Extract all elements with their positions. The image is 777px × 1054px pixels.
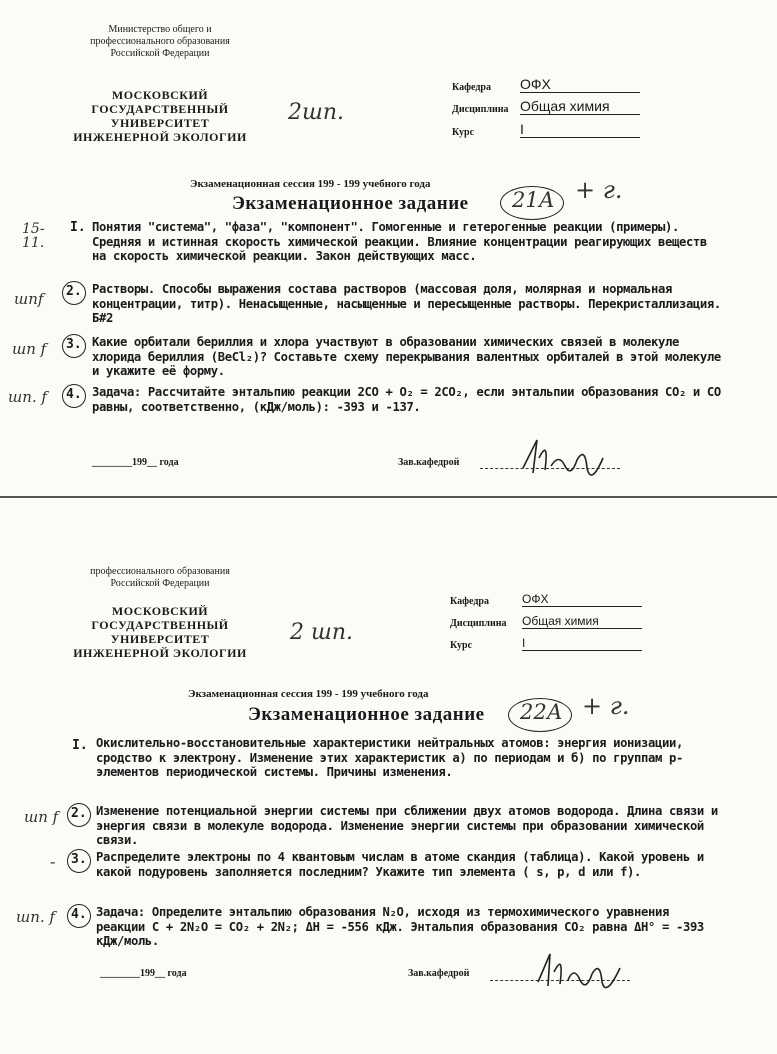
question-4-mark: шп. f bbox=[8, 388, 47, 406]
question-1-mark: 15- 11. bbox=[22, 221, 45, 251]
question-3-text: Распределите электроны по 4 квантовым числам в атоме скандия (таблица). Какой уровень и какой подуровень заполняется последним? Укажите тип элемента ( s, p, d или f). bbox=[96, 850, 704, 879]
question-4-text: Задача: Рассчитайте энтальпию реакции 2CO + O₂ = 2CO₂, если энтальпии образования CO₂ и CO равны, соответственно, (кДж/моль): -393 и -137. bbox=[92, 385, 721, 414]
question-2-mark: шп f bbox=[24, 808, 59, 826]
question-1-text: Понятия "система", "фаза", "компонент". Гомогенные и гетерогенные реакции (примеры). Средняя и истинная скорость химической реакции. Влияние концентрации реагирующих веществ на скорость химической реакции. Закон действующих масс. bbox=[92, 220, 707, 264]
question-3-text: Какие орбитали бериллия и хлора участвуют в образовании химических связей в молекуле хлорида бериллия (BeCl₂)? Составьте схему перекрывания валентных орбиталей в этой молекуле и укажите её форму. bbox=[92, 335, 721, 379]
course-label: Курс bbox=[452, 127, 475, 138]
inst-line: ИНЖЕНЕРНОЙ ЭКОЛОГИИ bbox=[73, 646, 247, 660]
org-line: Министерство общего и bbox=[108, 24, 212, 35]
kafedra-value: ОФХ bbox=[520, 76, 640, 93]
inst-line: УНИВЕРСИТЕТ bbox=[110, 116, 210, 130]
exam-title: Экзаменационное задание bbox=[248, 704, 485, 725]
inst-line: МОСКОВСКИЙ bbox=[111, 604, 209, 618]
org-line: профессионального образования bbox=[90, 566, 230, 577]
signature bbox=[530, 940, 630, 1000]
inst-line: ГОСУДАРСТВЕННЫЙ bbox=[91, 102, 229, 116]
discipline-label: Дисциплина bbox=[450, 618, 507, 629]
org-header bbox=[60, 24, 260, 60]
question-4-number: 4. bbox=[66, 387, 82, 402]
separator bbox=[0, 496, 777, 498]
date-line: ________199__ года bbox=[92, 457, 179, 468]
kafedra-label: Кафедра bbox=[450, 596, 489, 607]
question-4-number: 4. bbox=[71, 907, 87, 922]
ticket-2 bbox=[0, 560, 777, 1054]
question-2-number: 2. bbox=[66, 284, 82, 299]
ticket-grade-mark: + г. bbox=[582, 692, 630, 720]
head-of-department-label: Зав.кафедрой bbox=[398, 457, 460, 468]
question-1-number: I. bbox=[70, 220, 86, 235]
question-3-mark: шп f bbox=[12, 340, 47, 358]
inst-line: ГОСУДАРСТВЕННЫЙ bbox=[91, 618, 229, 632]
org-line: Российской Федерации bbox=[110, 48, 210, 59]
university-name bbox=[55, 88, 265, 144]
discipline-value: Общая химия bbox=[522, 614, 642, 629]
head-of-department-label: Зав.кафедрой bbox=[408, 968, 470, 979]
question-2-text: Растворы. Способы выражения состава растворов (массовая доля, молярная и нормальная концентрации, титр). Ненасыщенные, насыщенные и пересыщенные растворы. Перекристаллизация. Б#2 bbox=[92, 282, 721, 326]
inst-line: УНИВЕРСИТЕТ bbox=[110, 632, 210, 646]
handwritten-note: 2шп. bbox=[288, 100, 344, 125]
inst-line: МОСКОВСКИЙ bbox=[111, 88, 209, 102]
university-name bbox=[55, 604, 265, 660]
ticket-grade-mark: + г. bbox=[575, 176, 623, 204]
question-4-text: Задача: Определите энтальпию образования N₂O, исходя из термохимического уравнения реакции C + 2N₂O = CO₂ + 2N₂; ΔH = -556 кДж. Энтальпия образования CO₂ равна ΔH° = -393 кДж/моль. bbox=[96, 905, 704, 949]
question-2-number: 2. bbox=[71, 806, 87, 821]
question-3-number: 3. bbox=[71, 852, 87, 867]
org-header bbox=[60, 566, 260, 590]
course-value: I bbox=[520, 121, 640, 138]
signature bbox=[515, 428, 615, 488]
question-2-mark: шпf bbox=[14, 290, 44, 308]
discipline-label: Дисциплина bbox=[452, 104, 509, 115]
inst-line: ИНЖЕНЕРНОЙ ЭКОЛОГИИ bbox=[73, 130, 247, 144]
ticket-number-text: 22А bbox=[520, 700, 563, 724]
question-4-mark: шп. f bbox=[16, 908, 55, 926]
question-3-number: 3. bbox=[66, 337, 82, 352]
question-1-text: Окислительно-восстановительные характеристики нейтральных атомов: энергия ионизации, сродство к электрону. Изменение этих характеристик а) по периодам и б) по группам р-элементов периодической системы. Причины изменения. bbox=[96, 736, 683, 780]
discipline-value: Общая химия bbox=[520, 98, 640, 115]
question-3-mark: - bbox=[50, 852, 56, 871]
org-line: Российской Федерации bbox=[110, 578, 210, 589]
org-line: профессионального образования bbox=[90, 36, 230, 47]
kafedra-value: ОФХ bbox=[522, 592, 642, 607]
handwritten-note: 2 шп. bbox=[290, 620, 353, 645]
exam-session: Экзаменационная сессия 199 - 199 учебного года bbox=[190, 178, 431, 190]
ticket-number-text: 21А bbox=[512, 188, 555, 212]
course-label: Курс bbox=[450, 640, 473, 651]
exam-title: Экзаменационное задание bbox=[232, 193, 469, 214]
exam-session: Экзаменационная сессия 199 - 199 учебного года bbox=[188, 688, 429, 700]
question-1-number: I. bbox=[72, 738, 88, 753]
kafedra-label: Кафедра bbox=[452, 82, 491, 93]
date-line: ________199__ года bbox=[100, 968, 187, 979]
ticket-1 bbox=[0, 0, 777, 520]
course-value: I bbox=[522, 636, 642, 651]
question-2-text: Изменение потенциальной энергии системы при сближении двух атомов водорода. Длина связи и энергия связи в молекуле водорода. Изменение энергии системы при образовании химической связи. bbox=[96, 804, 718, 848]
